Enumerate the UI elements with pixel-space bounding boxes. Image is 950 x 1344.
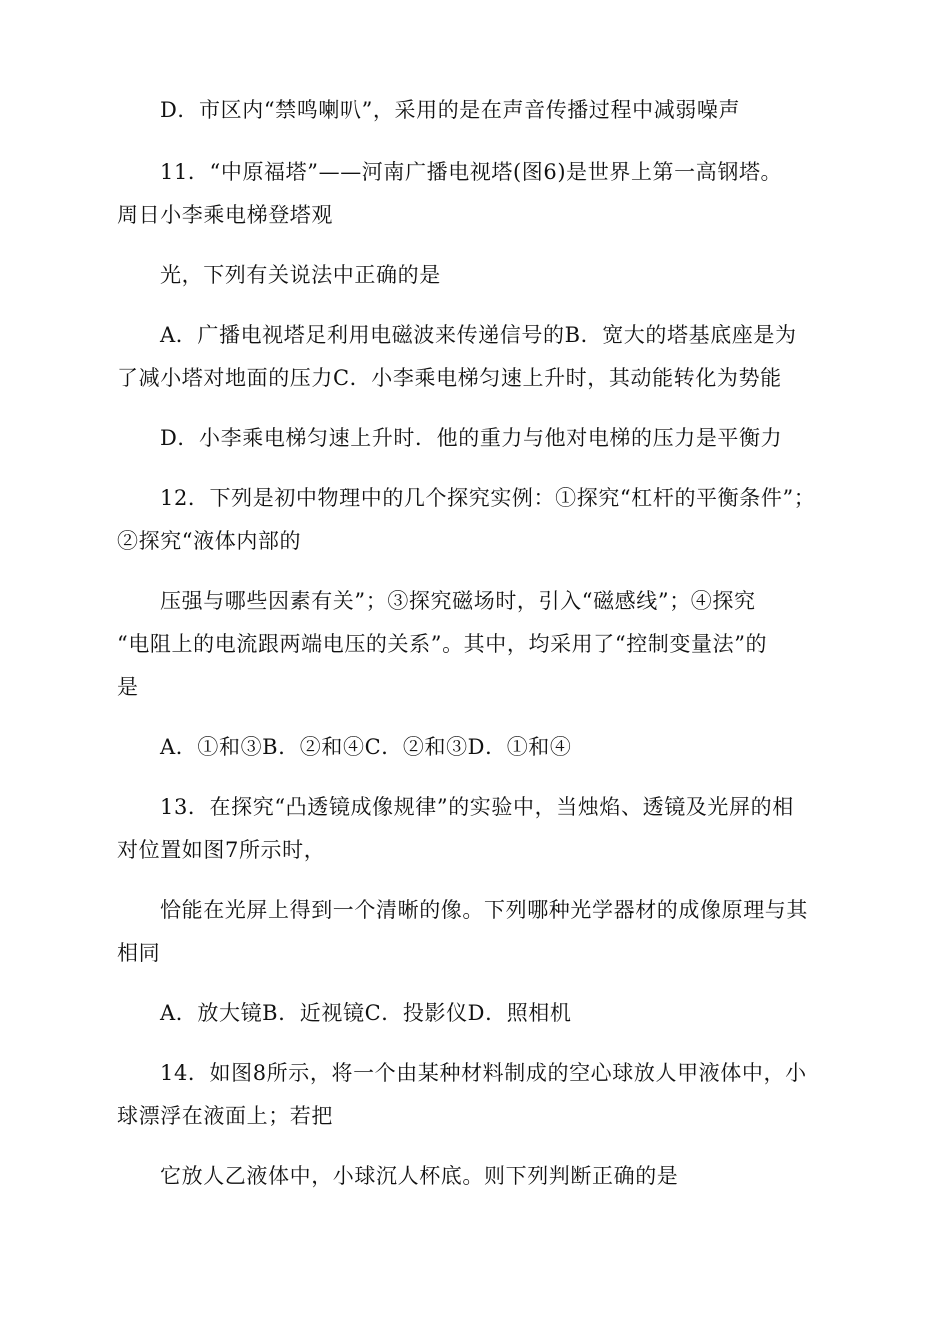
- q11-stem-line-2: 周日小李乘电梯登塔观: [117, 203, 333, 227]
- q13-stem-line-3: 恰能在光屏上得到一个清晰的像。下列哪种光学器材的成像原理与其: [160, 898, 808, 922]
- q13-options: A．放大镜B．近视镜C．投影仪D．照相机: [160, 1001, 572, 1025]
- q11-options-line-2: 了减小塔对地面的压力C．小李乘电梯匀速上升时，其动能转化为势能: [117, 366, 782, 390]
- q11-options-line-1: A．广播电视塔足利用电磁波来传递信号的B．宽大的塔基底座是为: [160, 323, 797, 347]
- q12-stem-line-1: 12．下列是初中物理中的几个探究实例：①探究“杠杆的平衡条件”；: [160, 486, 816, 510]
- q14-stem-line-3: 它放人乙液体中，小球沉人杯底。则下列判断正确的是: [160, 1164, 679, 1188]
- q12-options: A．①和③B．②和④C．②和③D．①和④: [160, 735, 572, 759]
- q12-stem-line-2: ②探究“液体内部的: [117, 529, 302, 553]
- q10-option-d: D．市区内“禁鸣喇叭”，采用的是在声音传播过程中减弱噪声: [160, 98, 741, 122]
- q14-stem-line-2: 球漂浮在液面上；若把: [117, 1104, 333, 1128]
- q13-stem-line-1: 13．在探究“凸透镜成像规律”的实验中，当烛焰、透镜及光屏的相: [160, 795, 794, 819]
- q11-stem-line-3: 光，下列有关说法中正确的是: [160, 263, 441, 287]
- q12-stem-line-4: “电阻上的电流跟两端电压的关系”。其中，均采用了“控制变量法”的: [117, 632, 768, 656]
- q13-stem-line-2: 对位置如图7所示时，: [117, 838, 326, 862]
- q11-option-d: D．小李乘电梯匀速上升时．他的重力与他对电梯的压力是平衡力: [160, 426, 783, 450]
- q12-stem-line-5: 是: [117, 675, 139, 699]
- q14-stem-line-1: 14．如图8所示，将一个由某种材料制成的空心球放人甲液体中，小: [160, 1061, 807, 1085]
- q13-stem-line-4: 相同: [117, 941, 161, 965]
- q12-stem-line-3: 压强与哪些因素有关”；③探究磁场时，引入“磁感线”；④探究: [160, 589, 756, 613]
- q11-stem-line-1: 11．“中原福塔”——河南广播电视塔(图6)是世界上第一高钢塔。: [160, 160, 783, 184]
